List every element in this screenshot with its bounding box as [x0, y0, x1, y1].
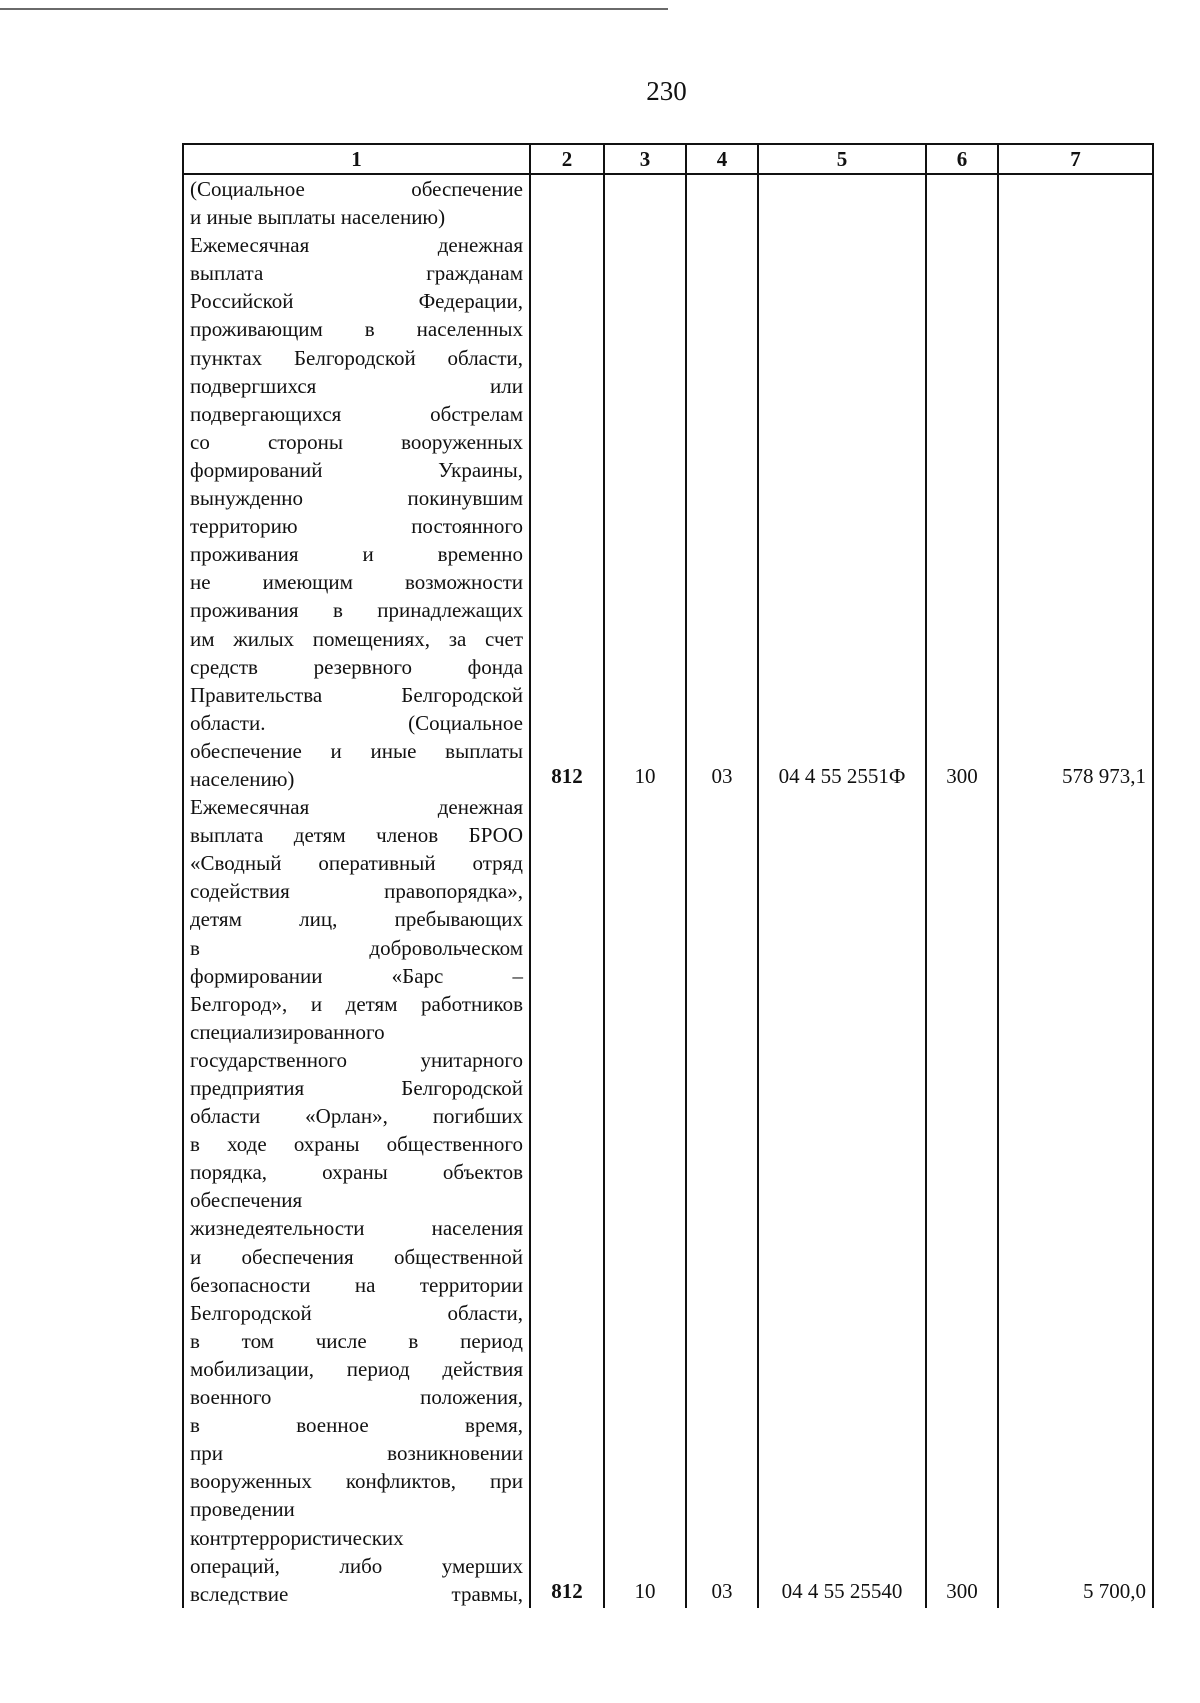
description-line: обеспечения: [190, 1188, 303, 1213]
cell-target-article: 04 4 55 25540: [758, 793, 926, 1608]
description-line: операций, либо умерших: [190, 1553, 523, 1578]
description-line: и иные выплаты населению): [190, 205, 446, 230]
description-line: порядка, охраны объектов: [190, 1160, 523, 1185]
description-line: со стороны вооруженных: [190, 429, 523, 454]
column-header: 7: [998, 144, 1153, 174]
row-description: [183, 793, 530, 1608]
description-line: средств резервного фонда: [190, 654, 523, 679]
budget-table: [182, 143, 1154, 1608]
description-line: при возникновении: [190, 1441, 523, 1466]
description-line: подвергшихся или: [190, 373, 523, 398]
description-line: предприятия Белгородской: [190, 1076, 523, 1100]
description-line: и обеспечения общественной: [190, 1244, 523, 1269]
scan-artifact-line: [0, 8, 668, 10]
cell-subsection: 03: [686, 174, 758, 793]
description-line: Ежемесячная денежная: [190, 795, 523, 820]
description-line: вынужденно покинувшим: [190, 486, 523, 511]
description-line: пунктах Белгородской области,: [190, 345, 523, 370]
description-line: (Социальное обеспечение: [190, 177, 523, 201]
column-header: 4: [686, 144, 758, 174]
table-header-row: [183, 144, 1153, 174]
description-line: государственного унитарного: [190, 1047, 523, 1072]
description-line: детям лиц, пребывающих: [190, 907, 523, 932]
description-line: территорию постоянного: [190, 514, 523, 539]
description-line: контртеррористических: [190, 1525, 404, 1550]
description-line: вследствие травмы,: [190, 1581, 523, 1606]
description-line: вооруженных конфликтов, при: [190, 1469, 523, 1494]
description-line: области. (Социальное: [190, 710, 523, 735]
row-description: [183, 174, 530, 793]
page-number: 230: [646, 76, 687, 106]
description-line: «Сводный оперативный отряд: [190, 851, 523, 876]
description-line: проживания и временно: [190, 542, 523, 567]
cell-amount: 578 973,1: [998, 174, 1153, 793]
description-line: жизнедеятельности населения: [190, 1216, 523, 1241]
description-line: в том числе в период: [190, 1328, 523, 1353]
description-line: населению): [190, 766, 295, 791]
cell-target-article: 04 4 55 2551Ф: [758, 174, 926, 793]
cell-ministry-code: 812: [530, 793, 604, 1608]
column-header: 5: [758, 144, 926, 174]
cell-subsection: 03: [686, 793, 758, 1608]
column-header: 3: [604, 144, 686, 174]
column-header: 1: [183, 144, 530, 174]
description-line: Правительства Белгородской: [190, 682, 523, 707]
description-line: проведении: [190, 1497, 295, 1522]
description-line: Ежемесячная денежная: [190, 233, 523, 258]
cell-section: 10: [604, 174, 686, 793]
cell-section: 10: [604, 793, 686, 1608]
description-line: проживающим в населенных: [190, 317, 523, 342]
description-line: выплата гражданам: [190, 261, 523, 286]
cell-expense-type: 300: [926, 174, 998, 793]
description-line: Белгородской области,: [190, 1300, 523, 1325]
description-line: специализированного: [190, 1019, 385, 1044]
description-line: в военное время,: [190, 1413, 523, 1438]
description-line: области «Орлан», погибших: [190, 1104, 523, 1129]
description-line: им жилых помещениях, за счет: [190, 626, 523, 651]
description-line: обеспечение и иные выплаты: [190, 738, 523, 763]
column-header: 6: [926, 144, 998, 174]
description-line: в ходе охраны общественного: [190, 1132, 523, 1157]
description-line: военного положения,: [190, 1385, 523, 1410]
description-line: не имеющим возможности: [190, 570, 523, 595]
description-line: в добровольческом: [190, 935, 523, 960]
description-line: Белгород», и детям работников: [190, 991, 523, 1016]
description-line: безопасности на территории: [190, 1272, 523, 1297]
description-line: подвергающихся обстрелам: [190, 401, 523, 426]
description-line: Российской Федерации,: [190, 289, 523, 314]
description-line: проживания в принадлежащих: [190, 598, 523, 623]
table-row: [183, 174, 1153, 793]
cell-ministry-code: 812: [530, 174, 604, 793]
description-line: содействия правопорядка»,: [190, 879, 523, 904]
description-line: выплата детям членов БРОО: [190, 823, 523, 848]
cell-amount: 5 700,0: [998, 793, 1153, 1608]
table-row: [183, 793, 1153, 1608]
cell-expense-type: 300: [926, 793, 998, 1608]
budget-table-wrapper: [182, 143, 1152, 1608]
description-line: формировании «Барс –: [190, 963, 523, 988]
column-header: 2: [530, 144, 604, 174]
description-line: формирований Украины,: [190, 457, 523, 482]
description-line: мобилизации, период действия: [190, 1356, 523, 1381]
